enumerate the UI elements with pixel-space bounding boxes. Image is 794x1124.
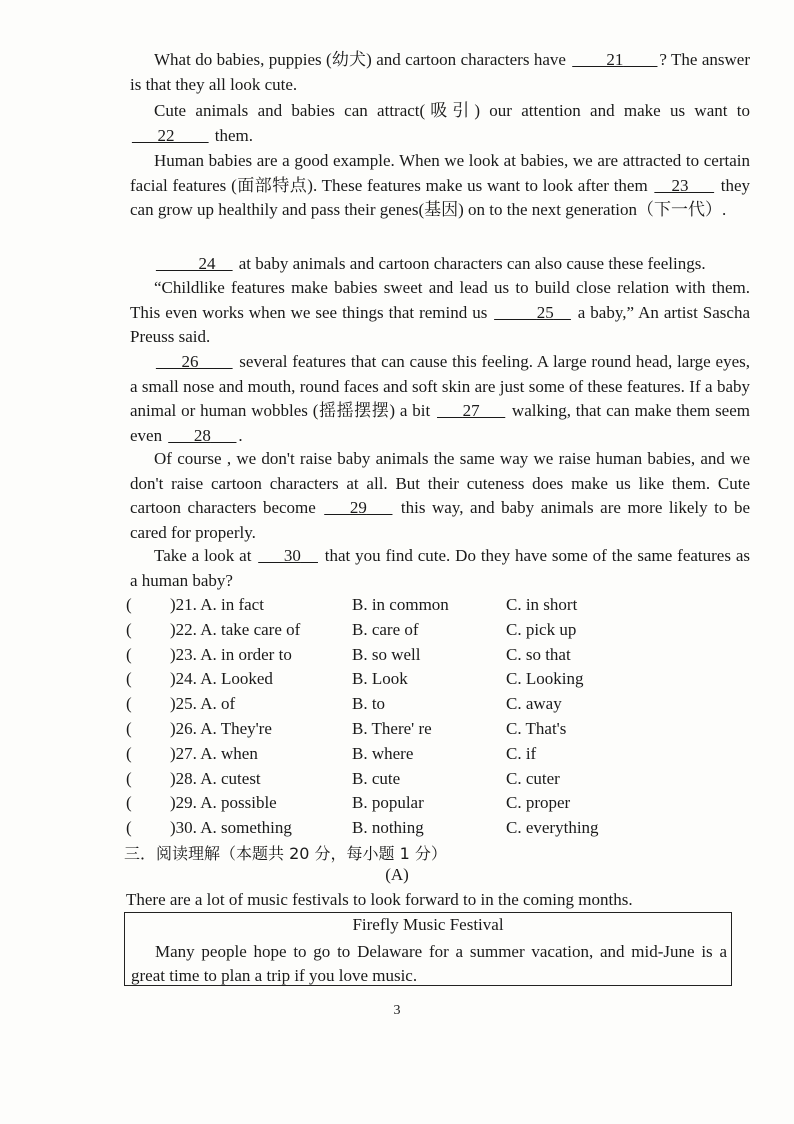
blank-27: ___27___ bbox=[437, 401, 506, 421]
section-subheading: (A) bbox=[385, 865, 409, 884]
answer-paren[interactable]: ( bbox=[126, 719, 132, 738]
section-heading: 三．阅读理解（本题共 20 分，每小题 1 分） bbox=[124, 844, 447, 863]
answer-paren[interactable]: ( bbox=[126, 818, 132, 837]
answer-paren[interactable]: ( bbox=[126, 669, 132, 688]
answer-paren[interactable]: ( bbox=[126, 620, 132, 639]
blank-26: ___26____ bbox=[156, 352, 233, 371]
page-number: 3 bbox=[393, 1003, 401, 1018]
festival-title: Firefly Music Festival bbox=[352, 915, 504, 934]
passage-paragraph-3: Human babies are a good example. When we look at babies, we are attracted to certain facial features (面部特点). These features make us want to look after them __23___ they can grow up healthily and pass their genes(基因) on to the next generation（下一代）. bbox=[130, 151, 750, 220]
blank-23: __23___ bbox=[654, 175, 714, 195]
festival-text: Many people hope to go to Delaware for a summer vacation, and mid-June is a great time to plan a trip if you love music. bbox=[131, 942, 727, 985]
blank-21: ____21____ bbox=[572, 50, 658, 69]
answer-paren[interactable]: ( bbox=[126, 744, 132, 763]
reading-intro: There are a lot of music festivals to look forward to in the coming months. bbox=[126, 890, 633, 909]
blank-29: ___29___ bbox=[324, 498, 393, 518]
answer-paren[interactable]: ( bbox=[126, 769, 132, 788]
passage-paragraph-8: Take a look at ___30__ that you find cute. Do they have some of the same features as a human baby? bbox=[130, 546, 751, 590]
option-row-25: ( )25. A. of B. to C. away bbox=[126, 692, 746, 716]
passage-paragraph-6: ___26____ several features that can cause this feeling. A large round head, large eyes, a small nose and mouth, round faces and soft skin are just some of these features. If a baby animal or human wobbles (摇摇摆摆) a bit ___27___ walking, that can make them seem even ___28___ . bbox=[130, 352, 750, 445]
blank-24: _____24__ bbox=[156, 254, 233, 273]
passage-paragraph-1: What do babies, puppies (幼犬) and cartoon characters have ____21____ ? The answer is that they all look cute. bbox=[130, 50, 751, 94]
passage-paragraph-7: Of course , we don't raise baby animals the same way we raise human babies, and we don't raise cartoon characters at all. But their cuteness does make us like them. Cute cartoon characters become ___29___ this way, and baby animals are more likely to be cared for properly. bbox=[130, 449, 750, 542]
option-row-27: ( )27. A. when B. where C. if bbox=[126, 742, 746, 766]
blank-25: _____25__ bbox=[494, 302, 571, 322]
answer-paren[interactable]: ( bbox=[126, 694, 132, 713]
passage-paragraph-2: Cute animals and babies can attract(吸引) our attention and make us want to ___22____ them. bbox=[132, 101, 750, 145]
option-row-28: ( )28. A. cutest B. cute C. cuter bbox=[126, 767, 746, 791]
option-row-24: ( )24. A. Looked B. Look C. Looking bbox=[126, 667, 746, 691]
answer-paren[interactable]: ( bbox=[126, 793, 132, 812]
passage-paragraph-4: _____24__ at baby animals and cartoon characters can also cause these feelings. bbox=[156, 254, 706, 273]
option-row-30: ( )30. A. something B. nothing C. everything bbox=[126, 816, 746, 840]
passage-paragraph-5: “Childlike features make babies sweet and lead us to build close relation with them. This even works when we see things that remind us _____25__ a baby,” An artist Sascha Preuss said. bbox=[130, 278, 750, 347]
option-row-26: ( )26. A. They're B. There' re C. That's bbox=[126, 717, 746, 741]
answer-paren[interactable]: ( bbox=[126, 645, 132, 664]
option-row-23: ( )23. A. in order to B. so well C. so that bbox=[126, 643, 746, 667]
festival-box bbox=[124, 912, 732, 986]
answer-paren[interactable]: ( bbox=[126, 595, 132, 614]
option-row-22: ( )22. A. take care of B. care of C. pick up bbox=[126, 618, 746, 642]
blank-30: ___30__ bbox=[258, 546, 318, 565]
option-row-21: ( )21. A. in fact B. in common C. in short bbox=[126, 593, 746, 617]
option-row-29: ( )29. A. possible B. popular C. proper bbox=[126, 791, 746, 815]
blank-22: ___22____ bbox=[132, 125, 209, 145]
blank-28: ___28___ bbox=[168, 425, 237, 445]
